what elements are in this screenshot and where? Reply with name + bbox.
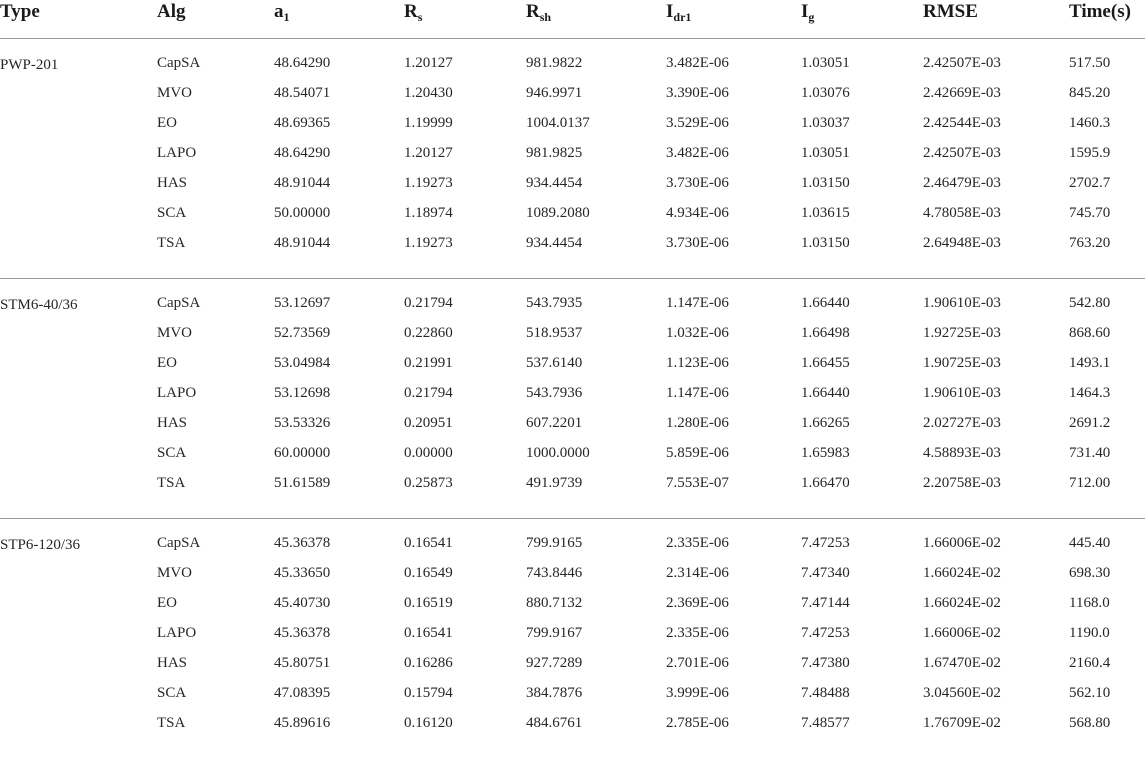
cell-ig: 1.66498 — [801, 325, 850, 341]
cell-rmse: 1.90610E-03 — [923, 385, 1001, 401]
cell-ig: 1.65983 — [801, 445, 850, 461]
cell-rmse: 2.42507E-03 — [923, 145, 1001, 161]
cell-a1: 53.53326 — [274, 415, 331, 431]
cell-a1: 45.36378 — [274, 535, 331, 551]
cell-idr1: 2.335E-06 — [666, 625, 729, 641]
cell-idr1: 1.123E-06 — [666, 355, 729, 371]
table-row — [0, 415, 1145, 437]
cell-a1: 48.69365 — [274, 115, 331, 131]
table-row — [0, 85, 1145, 107]
cell-rs: 1.20127 — [404, 55, 453, 71]
cell-a1: 53.04984 — [274, 355, 331, 371]
cell-idr1: 1.032E-06 — [666, 325, 729, 341]
cell-rmse: 4.58893E-03 — [923, 445, 1001, 461]
table-row — [0, 145, 1145, 167]
cell-rs: 0.15794 — [404, 685, 453, 701]
cell-time: 542.80 — [1069, 295, 1111, 311]
header-ig: $I_g$ — [801, 1, 815, 24]
cell-ig: 1.03615 — [801, 205, 850, 221]
cell-alg: SCA — [157, 205, 187, 221]
cell-time: 1493.1 — [1069, 355, 1111, 371]
cell-a1: 48.64290 — [274, 55, 331, 71]
cell-rsh: 484.6761 — [526, 715, 583, 731]
cell-rs: 0.25873 — [404, 475, 453, 491]
cell-ig: 1.66440 — [801, 385, 850, 401]
cell-ig: 1.03037 — [801, 115, 850, 131]
cell-idr1: 3.730E-06 — [666, 175, 729, 191]
cell-a1: 53.12697 — [274, 295, 331, 311]
cell-rmse: 2.20758E-03 — [923, 475, 1001, 491]
table-row — [0, 595, 1145, 617]
header-alg: Alg — [157, 1, 186, 22]
cell-rs: 0.16519 — [404, 595, 453, 611]
cell-time: 2691.2 — [1069, 415, 1111, 431]
cell-rs: 0.16549 — [404, 565, 453, 581]
cell-alg: LAPO — [157, 385, 197, 401]
table-row — [0, 175, 1145, 197]
cell-time: 731.40 — [1069, 445, 1111, 461]
cell-a1: 45.89616 — [274, 715, 331, 731]
cell-time: 2702.7 — [1069, 175, 1111, 191]
table-row — [0, 325, 1145, 347]
cell-alg: MVO — [157, 565, 193, 581]
cell-rmse: 1.66024E-02 — [923, 595, 1001, 611]
cell-rsh: 491.9739 — [526, 475, 583, 491]
cell-alg: CapSA — [157, 295, 201, 311]
cell-rs: 1.19999 — [404, 115, 453, 131]
header-idr1: $I_{dr1}$ — [666, 1, 692, 24]
cell-rsh: 1000.0000 — [526, 445, 590, 461]
cell-idr1: 3.999E-06 — [666, 685, 729, 701]
cell-time: 1595.9 — [1069, 145, 1111, 161]
cell-a1: 50.00000 — [274, 205, 331, 221]
cell-alg: EO — [157, 115, 177, 131]
cell-ig: 1.66265 — [801, 415, 850, 431]
table-row — [0, 565, 1145, 587]
cell-rs: 0.16541 — [404, 535, 453, 551]
table-row — [0, 205, 1145, 227]
cell-ig: 1.03076 — [801, 85, 850, 101]
group-type-label: STM6-40/36 — [0, 297, 78, 313]
cell-rs: 1.20127 — [404, 145, 453, 161]
cell-ig: 1.66440 — [801, 295, 850, 311]
cell-rs: 1.19273 — [404, 235, 453, 251]
cell-a1: 45.80751 — [274, 655, 331, 671]
cell-time: 698.30 — [1069, 565, 1111, 581]
cell-rsh: 946.9971 — [526, 85, 583, 101]
cell-alg: CapSA — [157, 55, 201, 71]
cell-time: 562.10 — [1069, 685, 1111, 701]
header-rmse: RMSE — [923, 1, 978, 22]
cell-idr1: 3.482E-06 — [666, 145, 729, 161]
cell-a1: 52.73569 — [274, 325, 331, 341]
cell-idr1: 2.369E-06 — [666, 595, 729, 611]
cell-a1: 48.64290 — [274, 145, 331, 161]
cell-time: 1190.0 — [1069, 625, 1110, 641]
cell-idr1: 2.785E-06 — [666, 715, 729, 731]
row-group — [0, 279, 1145, 519]
cell-a1: 51.61589 — [274, 475, 331, 491]
cell-rsh: 543.7936 — [526, 385, 583, 401]
cell-rsh: 743.8446 — [526, 565, 583, 581]
cell-rmse: 4.78058E-03 — [923, 205, 1001, 221]
cell-idr1: 3.390E-06 — [666, 85, 729, 101]
cell-time: 1460.3 — [1069, 115, 1111, 131]
cell-ig: 7.48488 — [801, 685, 850, 701]
header-rs: $R_s$ — [404, 1, 423, 24]
cell-alg: HAS — [157, 415, 188, 431]
cell-rmse: 2.42544E-03 — [923, 115, 1001, 131]
cell-idr1: 1.147E-06 — [666, 385, 729, 401]
cell-time: 2160.4 — [1069, 655, 1111, 671]
cell-ig: 1.66455 — [801, 355, 850, 371]
cell-rsh: 880.7132 — [526, 595, 583, 611]
cell-rmse: 2.46479E-03 — [923, 175, 1001, 191]
cell-rsh: 981.9825 — [526, 145, 583, 161]
cell-idr1: 2.335E-06 — [666, 535, 729, 551]
cell-time: 712.00 — [1069, 475, 1111, 491]
cell-rs: 0.21991 — [404, 355, 453, 371]
cell-rs: 0.22860 — [404, 325, 453, 341]
cell-rsh: 934.4454 — [526, 235, 583, 251]
cell-a1: 45.40730 — [274, 595, 331, 611]
cell-time: 445.40 — [1069, 535, 1111, 551]
cell-idr1: 3.482E-06 — [666, 55, 729, 71]
cell-time: 517.50 — [1069, 55, 1111, 71]
cell-rs: 1.20430 — [404, 85, 453, 101]
header-rsh: $R_{sh}$ — [526, 1, 552, 24]
cell-rmse: 1.67470E-02 — [923, 655, 1001, 671]
cell-rs: 0.16120 — [404, 715, 453, 731]
cell-rmse: 2.64948E-03 — [923, 235, 1001, 251]
cell-rmse: 2.42669E-03 — [923, 85, 1001, 101]
cell-rsh: 1089.2080 — [526, 205, 590, 221]
cell-a1: 48.54071 — [274, 85, 331, 101]
cell-alg: LAPO — [157, 145, 197, 161]
cell-alg: MVO — [157, 85, 193, 101]
cell-rmse: 1.66024E-02 — [923, 565, 1001, 581]
cell-idr1: 3.730E-06 — [666, 235, 729, 251]
cell-time: 745.70 — [1069, 205, 1111, 221]
cell-idr1: 2.314E-06 — [666, 565, 729, 581]
cell-ig: 1.03150 — [801, 175, 850, 191]
cell-alg: TSA — [157, 715, 186, 731]
cell-alg: SCA — [157, 445, 187, 461]
cell-idr1: 1.280E-06 — [666, 415, 729, 431]
cell-ig: 1.03051 — [801, 55, 850, 71]
cell-idr1: 7.553E-07 — [666, 475, 729, 491]
cell-a1: 60.00000 — [274, 445, 331, 461]
cell-alg: EO — [157, 595, 177, 611]
cell-rs: 0.16286 — [404, 655, 453, 671]
group-type-label: PWP-201 — [0, 57, 59, 73]
cell-rs: 0.21794 — [404, 385, 453, 401]
cell-alg: HAS — [157, 655, 188, 671]
cell-a1: 45.36378 — [274, 625, 331, 641]
cell-a1: 48.91044 — [274, 235, 331, 251]
cell-rmse: 2.42507E-03 — [923, 55, 1001, 71]
cell-ig: 1.03150 — [801, 235, 850, 251]
cell-rmse: 3.04560E-02 — [923, 685, 1001, 701]
cell-rmse: 1.90610E-03 — [923, 295, 1001, 311]
cell-rsh: 927.7289 — [526, 655, 583, 671]
table-row — [0, 535, 1145, 557]
cell-rs: 1.19273 — [404, 175, 453, 191]
cell-rs: 1.18974 — [404, 205, 453, 221]
cell-rmse: 1.66006E-02 — [923, 535, 1001, 551]
cell-rs: 0.20951 — [404, 415, 453, 431]
cell-rsh: 537.6140 — [526, 355, 583, 371]
cell-ig: 7.47380 — [801, 655, 850, 671]
cell-rs: 0.16541 — [404, 625, 453, 641]
cell-ig: 7.47144 — [801, 595, 850, 611]
header-a1: $a_1$ — [274, 1, 290, 24]
cell-rsh: 518.9537 — [526, 325, 583, 341]
table-body — [0, 39, 1145, 758]
cell-alg: TSA — [157, 235, 186, 251]
cell-rsh: 607.2201 — [526, 415, 583, 431]
cell-time: 1168.0 — [1069, 595, 1110, 611]
cell-ig: 7.47253 — [801, 625, 850, 641]
cell-alg: LAPO — [157, 625, 197, 641]
cell-ig: 1.66470 — [801, 475, 850, 491]
cell-rmse: 1.66006E-02 — [923, 625, 1001, 641]
cell-rsh: 1004.0137 — [526, 115, 590, 131]
header-type: Type — [0, 1, 40, 22]
cell-rmse: 1.92725E-03 — [923, 325, 1001, 341]
cell-rmse: 1.90725E-03 — [923, 355, 1001, 371]
table-row — [0, 475, 1145, 497]
table-row — [0, 295, 1145, 317]
table-row — [0, 655, 1145, 677]
row-group — [0, 39, 1145, 279]
table-row — [0, 55, 1145, 77]
cell-rs: 0.21794 — [404, 295, 453, 311]
cell-time: 568.80 — [1069, 715, 1111, 731]
cell-rmse: 1.76709E-02 — [923, 715, 1001, 731]
cell-a1: 45.33650 — [274, 565, 331, 581]
cell-time: 763.20 — [1069, 235, 1111, 251]
table-row — [0, 715, 1145, 737]
table-row — [0, 385, 1145, 407]
cell-alg: MVO — [157, 325, 193, 341]
row-group — [0, 519, 1145, 758]
cell-alg: CapSA — [157, 535, 201, 551]
group-type-label: STP6-120/36 — [0, 537, 81, 553]
cell-rsh: 384.7876 — [526, 685, 583, 701]
cell-ig: 7.47253 — [801, 535, 850, 551]
cell-rsh: 981.9822 — [526, 55, 583, 71]
cell-ig: 7.48577 — [801, 715, 850, 731]
table-row — [0, 355, 1145, 377]
cell-idr1: 2.701E-06 — [666, 655, 729, 671]
cell-rsh: 799.9167 — [526, 625, 583, 641]
cell-idr1: 4.934E-06 — [666, 205, 729, 221]
cell-rmse: 2.02727E-03 — [923, 415, 1001, 431]
cell-rsh: 799.9165 — [526, 535, 583, 551]
table-row — [0, 445, 1145, 467]
table-row — [0, 115, 1145, 137]
cell-alg: SCA — [157, 685, 187, 701]
table-row — [0, 625, 1145, 647]
table-row — [0, 685, 1145, 707]
header-time: Time(s) — [1069, 1, 1131, 22]
cell-alg: TSA — [157, 475, 186, 491]
cell-alg: EO — [157, 355, 177, 371]
cell-a1: 47.08395 — [274, 685, 331, 701]
cell-rs: 0.00000 — [404, 445, 453, 461]
cell-rsh: 543.7935 — [526, 295, 583, 311]
cell-ig: 7.47340 — [801, 565, 850, 581]
cell-a1: 53.12698 — [274, 385, 331, 401]
cell-time: 845.20 — [1069, 85, 1111, 101]
cell-idr1: 1.147E-06 — [666, 295, 729, 311]
table-row — [0, 235, 1145, 257]
cell-rsh: 934.4454 — [526, 175, 583, 191]
cell-time: 868.60 — [1069, 325, 1111, 341]
cell-a1: 48.91044 — [274, 175, 331, 191]
table-header — [0, 0, 1145, 39]
cell-idr1: 5.859E-06 — [666, 445, 729, 461]
cell-idr1: 3.529E-06 — [666, 115, 729, 131]
cell-time: 1464.3 — [1069, 385, 1111, 401]
cell-alg: HAS — [157, 175, 188, 191]
cell-ig: 1.03051 — [801, 145, 850, 161]
